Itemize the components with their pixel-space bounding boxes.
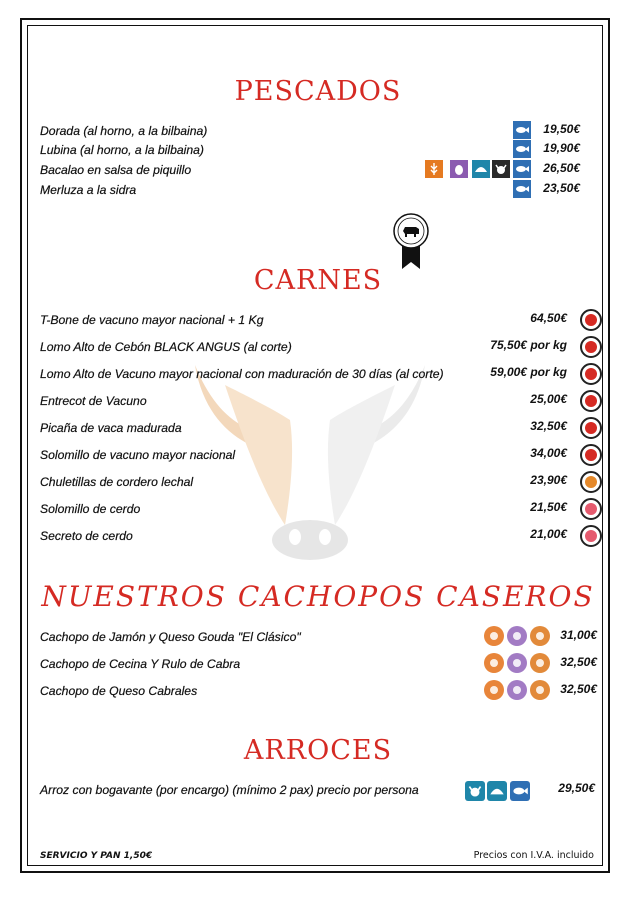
item-name: Solomillo de vacuno mayor nacional: [40, 448, 236, 462]
item-price: 64,50€: [530, 311, 567, 325]
item-price: 26,50€: [543, 161, 580, 175]
item-name: Cachopo de Queso Cabrales: [40, 684, 198, 698]
item-name: Dorada (al horno, a la bilbaina): [40, 124, 208, 138]
item-price: 23,90€: [530, 473, 567, 487]
shellfish-icon: [487, 781, 507, 801]
cow-icon: [580, 336, 602, 358]
gluten-icon: [484, 680, 504, 700]
pig-icon: [580, 498, 602, 520]
crustacean-icon: [492, 160, 510, 178]
cow-icon: [580, 417, 602, 439]
cow-icon: [580, 444, 602, 466]
item-name: Lubina (al horno, a la bilbaina): [40, 143, 204, 157]
item-name: Secreto de cerdo: [40, 529, 133, 543]
item-price: 29,50€: [558, 781, 595, 795]
item-price: 19,90€: [543, 141, 580, 155]
item-price: 31,00€: [560, 628, 597, 642]
item-price: 21,00€: [530, 527, 567, 541]
item-price: 23,50€: [543, 181, 580, 195]
item-price: 19,50€: [543, 122, 580, 136]
egg-icon: [450, 160, 468, 178]
item-price: 34,00€: [530, 446, 567, 460]
section-title-pescados: PESCADOS: [234, 76, 402, 107]
item-name: Arroz con bogavante (por encargo) (mínimo 2 pax) precio por persona: [40, 783, 419, 797]
item-name: T-Bone de vacuno mayor nacional + 1 Kg: [40, 313, 264, 327]
egg-icon: [507, 626, 527, 646]
milk-icon: [530, 680, 550, 700]
section-title-cachopos: NUESTROS CACHOPOS CASEROS: [41, 580, 595, 613]
shellfish-icon: [472, 160, 490, 178]
egg-icon: [507, 653, 527, 673]
pig-icon: [580, 525, 602, 547]
crustacean-icon: [465, 781, 485, 801]
vat-note: Precios con I.V.A. incluido: [473, 850, 594, 861]
egg-icon: [507, 680, 527, 700]
item-price: 25,00€: [530, 392, 567, 406]
item-name: Lomo Alto de Vacuno mayor nacional con maduración de 30 días (al corte): [40, 367, 444, 381]
section-title-carnes: CARNES: [253, 265, 383, 296]
item-name: Cachopo de Jamón y Queso Gouda "El Clásico": [40, 630, 301, 644]
item-name: Chuletillas de cordero lechal: [40, 475, 194, 489]
item-price: 21,50€: [530, 500, 567, 514]
item-name: Solomillo de cerdo: [40, 502, 141, 516]
milk-icon: [530, 653, 550, 673]
galician-beef-badge-icon: [392, 213, 430, 271]
lamb-icon: [580, 471, 602, 493]
section-title-arroces: ARROCES: [243, 735, 393, 766]
milk-icon: [530, 626, 550, 646]
fish-icon: [513, 140, 531, 158]
item-price: 75,50€ por kg: [490, 338, 567, 352]
item-price: 59,00€ por kg: [490, 365, 567, 379]
item-price: 32,50€: [560, 682, 597, 696]
fish-icon: [513, 180, 531, 198]
cow-watermark-icon: [185, 325, 435, 565]
item-price: 32,50€: [560, 655, 597, 669]
service-bread-note: SERVICIO Y PAN 1,50€: [40, 851, 153, 861]
cow-icon: [580, 309, 602, 331]
item-name: Merluza a la sidra: [40, 183, 137, 197]
fish-icon: [513, 160, 531, 178]
cow-icon: [580, 363, 602, 385]
item-name: Bacalao en salsa de piquillo: [40, 163, 192, 177]
item-name: Entrecot de Vacuno: [40, 394, 147, 408]
fish-icon: [513, 121, 531, 139]
item-name: Picaña de vaca madurada: [40, 421, 182, 435]
gluten-icon: [425, 160, 443, 178]
item-name: Lomo Alto de Cebón BLACK ANGUS (al corte): [40, 340, 292, 354]
item-name: Cachopo de Cecina Y Rulo de Cabra: [40, 657, 241, 671]
gluten-icon: [484, 626, 504, 646]
item-price: 32,50€: [530, 419, 567, 433]
gluten-icon: [484, 653, 504, 673]
cow-icon: [580, 390, 602, 412]
fish-icon: [510, 781, 530, 801]
